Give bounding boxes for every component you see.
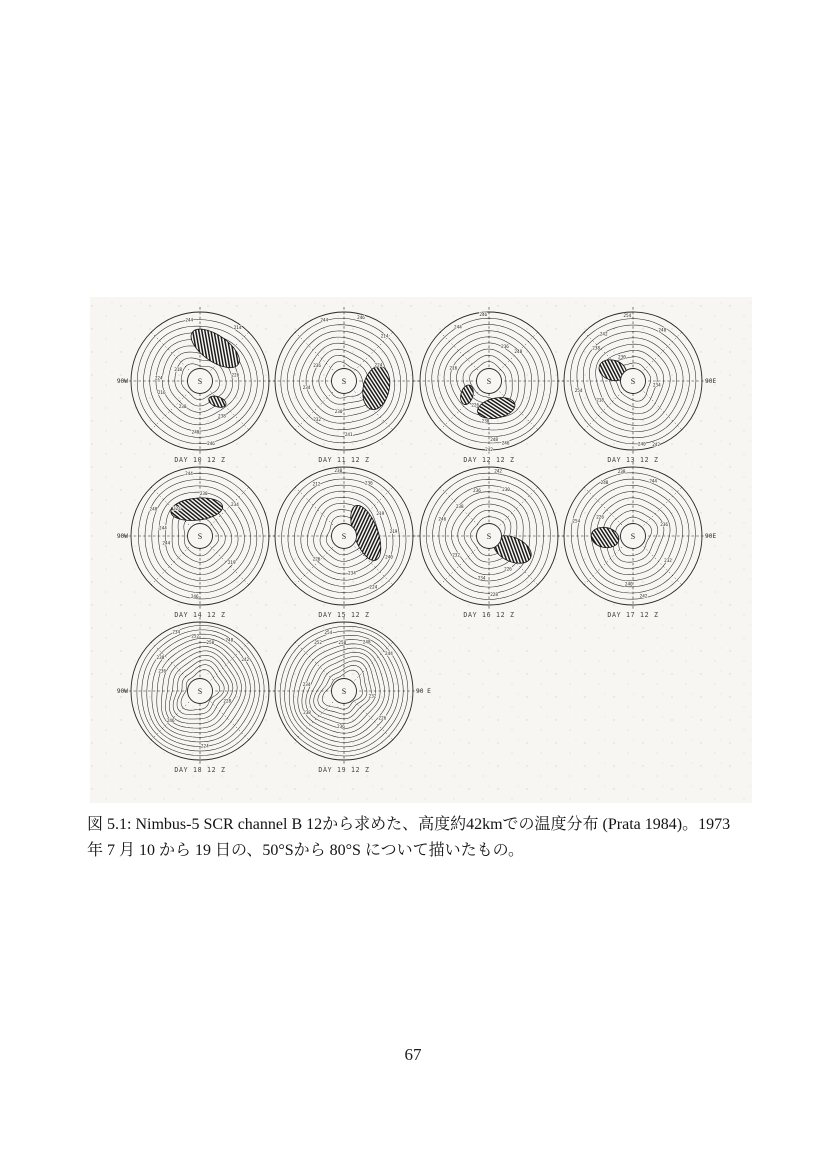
contour-value-label: 238 [617,469,626,475]
pole-label: S [486,376,492,386]
contour-value-label: 242 [241,657,250,663]
contour-value-label: 234 [348,571,356,577]
contour-value-label: 254 [572,519,581,525]
pole-label: S [197,531,203,541]
contour-value-label: 246 [357,316,365,322]
east-longitude-label: 90 E [416,688,431,695]
contour-value-label: 244 [385,651,393,657]
contour-value-label: 236 [313,364,321,369]
contour-value-label: 230 [481,419,490,425]
contour-value-label: 242 [639,594,648,600]
contour-value-label: 224 [374,363,383,369]
contour-value-label: 240 [624,582,633,588]
contour-value-label: 214 [380,334,389,340]
contour-value-label: 230 [618,355,626,361]
contour-value-label: 252 [314,640,322,646]
contour-value-label: 212 [312,482,321,488]
panel-day-label: DAY 19 12 Z [318,766,370,774]
contour-value-label: 226 [471,403,480,409]
contour-value-label: 244 [454,325,462,331]
contour-value-label: 248 [490,437,498,443]
east-longitude-label: 90E [705,378,717,385]
pole-label: S [486,531,492,541]
panel-day-label: DAY 18 12 Z [174,766,226,774]
pole-label: S [197,686,203,696]
east-longitude-label: 90E [705,533,717,540]
pole-label: S [630,531,636,541]
contour-value-label: 219 [389,530,398,536]
contour-value-label: 248 [362,640,371,646]
contour-value-label: 244 [162,541,171,547]
contour-value-label: 238 [218,414,226,420]
contour-value-label: 238 [455,505,464,511]
contour-value-label: 224 [173,507,181,512]
contour-value-label: 228 [490,592,498,598]
contour-value-label: 226 [378,716,387,722]
pole-label: S [341,531,347,541]
contour-value-label: 236 [364,481,373,487]
west-longitude-label: 90W [116,378,128,385]
contour-value-label: 242 [652,443,660,448]
contour-value-label: 216 [157,391,166,397]
contour-value-label: 252 [191,634,200,640]
panel-day-label: DAY 13 12 Z [607,456,659,464]
contour-value-label: 234 [172,630,181,636]
contour-value-label: 230 [502,487,510,493]
contour-value-label: 219 [376,511,385,517]
west-longitude-label: 90W [116,688,128,695]
contour-value-label: 214 [233,325,242,331]
contour-value-label: 246 [166,718,175,724]
contour-value-label: 254 [574,389,583,395]
contour-value-label: 232 [313,417,321,423]
contour-value-label: 232 [452,553,460,559]
contour-value-label: 246 [479,312,488,318]
contour-value-label: 242 [485,447,493,453]
caption-line-1: 図 5.1: Nimbus-5 SCR channel B 12から求めた、高度約42kmでの温度分布 (Prata 1984)。1973 [87,816,731,833]
contour-value-label: 254 [324,630,333,636]
contour-value-label: 232 [664,559,672,564]
contour-value-label: 228 [223,699,232,705]
contour-value-label: 224 [369,585,378,591]
panel-day-label: DAY 12 12 Z [463,456,515,464]
contour-value-label: 234 [477,576,486,582]
contour-value-label: 236 [660,523,668,529]
contour-value-label: 244 [185,472,193,477]
contour-value-label: 226 [312,557,321,563]
contour-value-label: 236 [473,489,481,495]
contour-value-label: 240 [385,555,393,561]
panel-day-label: DAY 16 12 Z [463,611,515,619]
contour-value-label: 240 [514,350,523,356]
contour-value-label: 236 [501,345,509,351]
pole-label: S [630,376,636,386]
contour-value-label: 218 [174,367,182,373]
contour-value-label: 234 [231,503,239,509]
contour-value-label: 234 [652,383,661,389]
pole-label: S [341,376,347,386]
pole-label: S [341,686,347,696]
contour-value-label: 224 [200,744,209,750]
contour-value-label: 230 [334,410,343,416]
page-number: 67 [404,1045,422,1064]
contour-value-label: 244 [320,318,329,324]
contour-value-label: 230 [178,405,187,411]
contour-value-label: 244 [649,479,657,485]
contour-value-label: 234 [302,386,311,392]
contour-value-label: 242 [494,469,502,475]
panel-day-label: DAY 17 12 Z [607,611,659,619]
pole-label: S [197,376,203,386]
contour-value-label: 250 [206,640,215,646]
contour-value-label: 240 [637,442,646,448]
contour-value-label: 226 [231,373,240,379]
contour-value-label: 238 [156,656,165,662]
contour-value-label: 240 [191,430,200,436]
contour-value-label: 248 [658,328,667,334]
contour-value-label: 236 [337,725,345,731]
contour-value-label: 250 [338,641,347,647]
contour-value-label: 226 [504,567,512,573]
contour-value-label: 230 [199,491,208,497]
panel-day-label: DAY 11 12 Z [318,456,370,464]
contour-value-label: 230 [334,469,343,475]
contour-value-label: 241 [344,433,353,439]
contour-value-label: 238 [303,710,311,716]
contour-value-label: 234 [302,682,311,688]
caption-line-2: 年 7 月 10 から 19 日の、50°Sから 80°S について描いたもの。 [87,842,524,860]
contour-value-label: 254 [623,314,632,320]
contour-value-label: 216 [449,366,458,372]
contour-value-label: 224 [154,376,163,382]
contour-value-label: 219 [227,561,236,567]
contour-value-label: 238 [592,346,600,352]
contour-value-label: 232 [368,694,377,700]
contour-value-label: 244 [185,318,194,324]
contour-value-label: 242 [599,332,608,338]
contour-value-label: 246 [501,441,510,447]
panel-day-label: DAY 14 12 Z [174,611,226,619]
panel-day-label: DAY 10 12 Z [174,456,226,464]
west-longitude-label: 90W [116,533,128,540]
contour-value-label: 246 [190,595,199,600]
contour-value-label: 240 [149,507,158,513]
panel-day-label: DAY 15 12 Z [318,611,370,619]
contour-value-label: 246 [438,517,447,523]
contour-value-label: 236 [158,669,167,675]
contour-value-label: 226 [596,515,604,521]
contour-value-label: 246 [207,442,215,447]
contour-value-label: 248 [225,638,234,644]
figure-caption [87,812,730,864]
contour-value-label: 248 [600,480,609,486]
contour-value-label: 218 [596,398,604,404]
contour-value-label: 244 [159,526,167,532]
